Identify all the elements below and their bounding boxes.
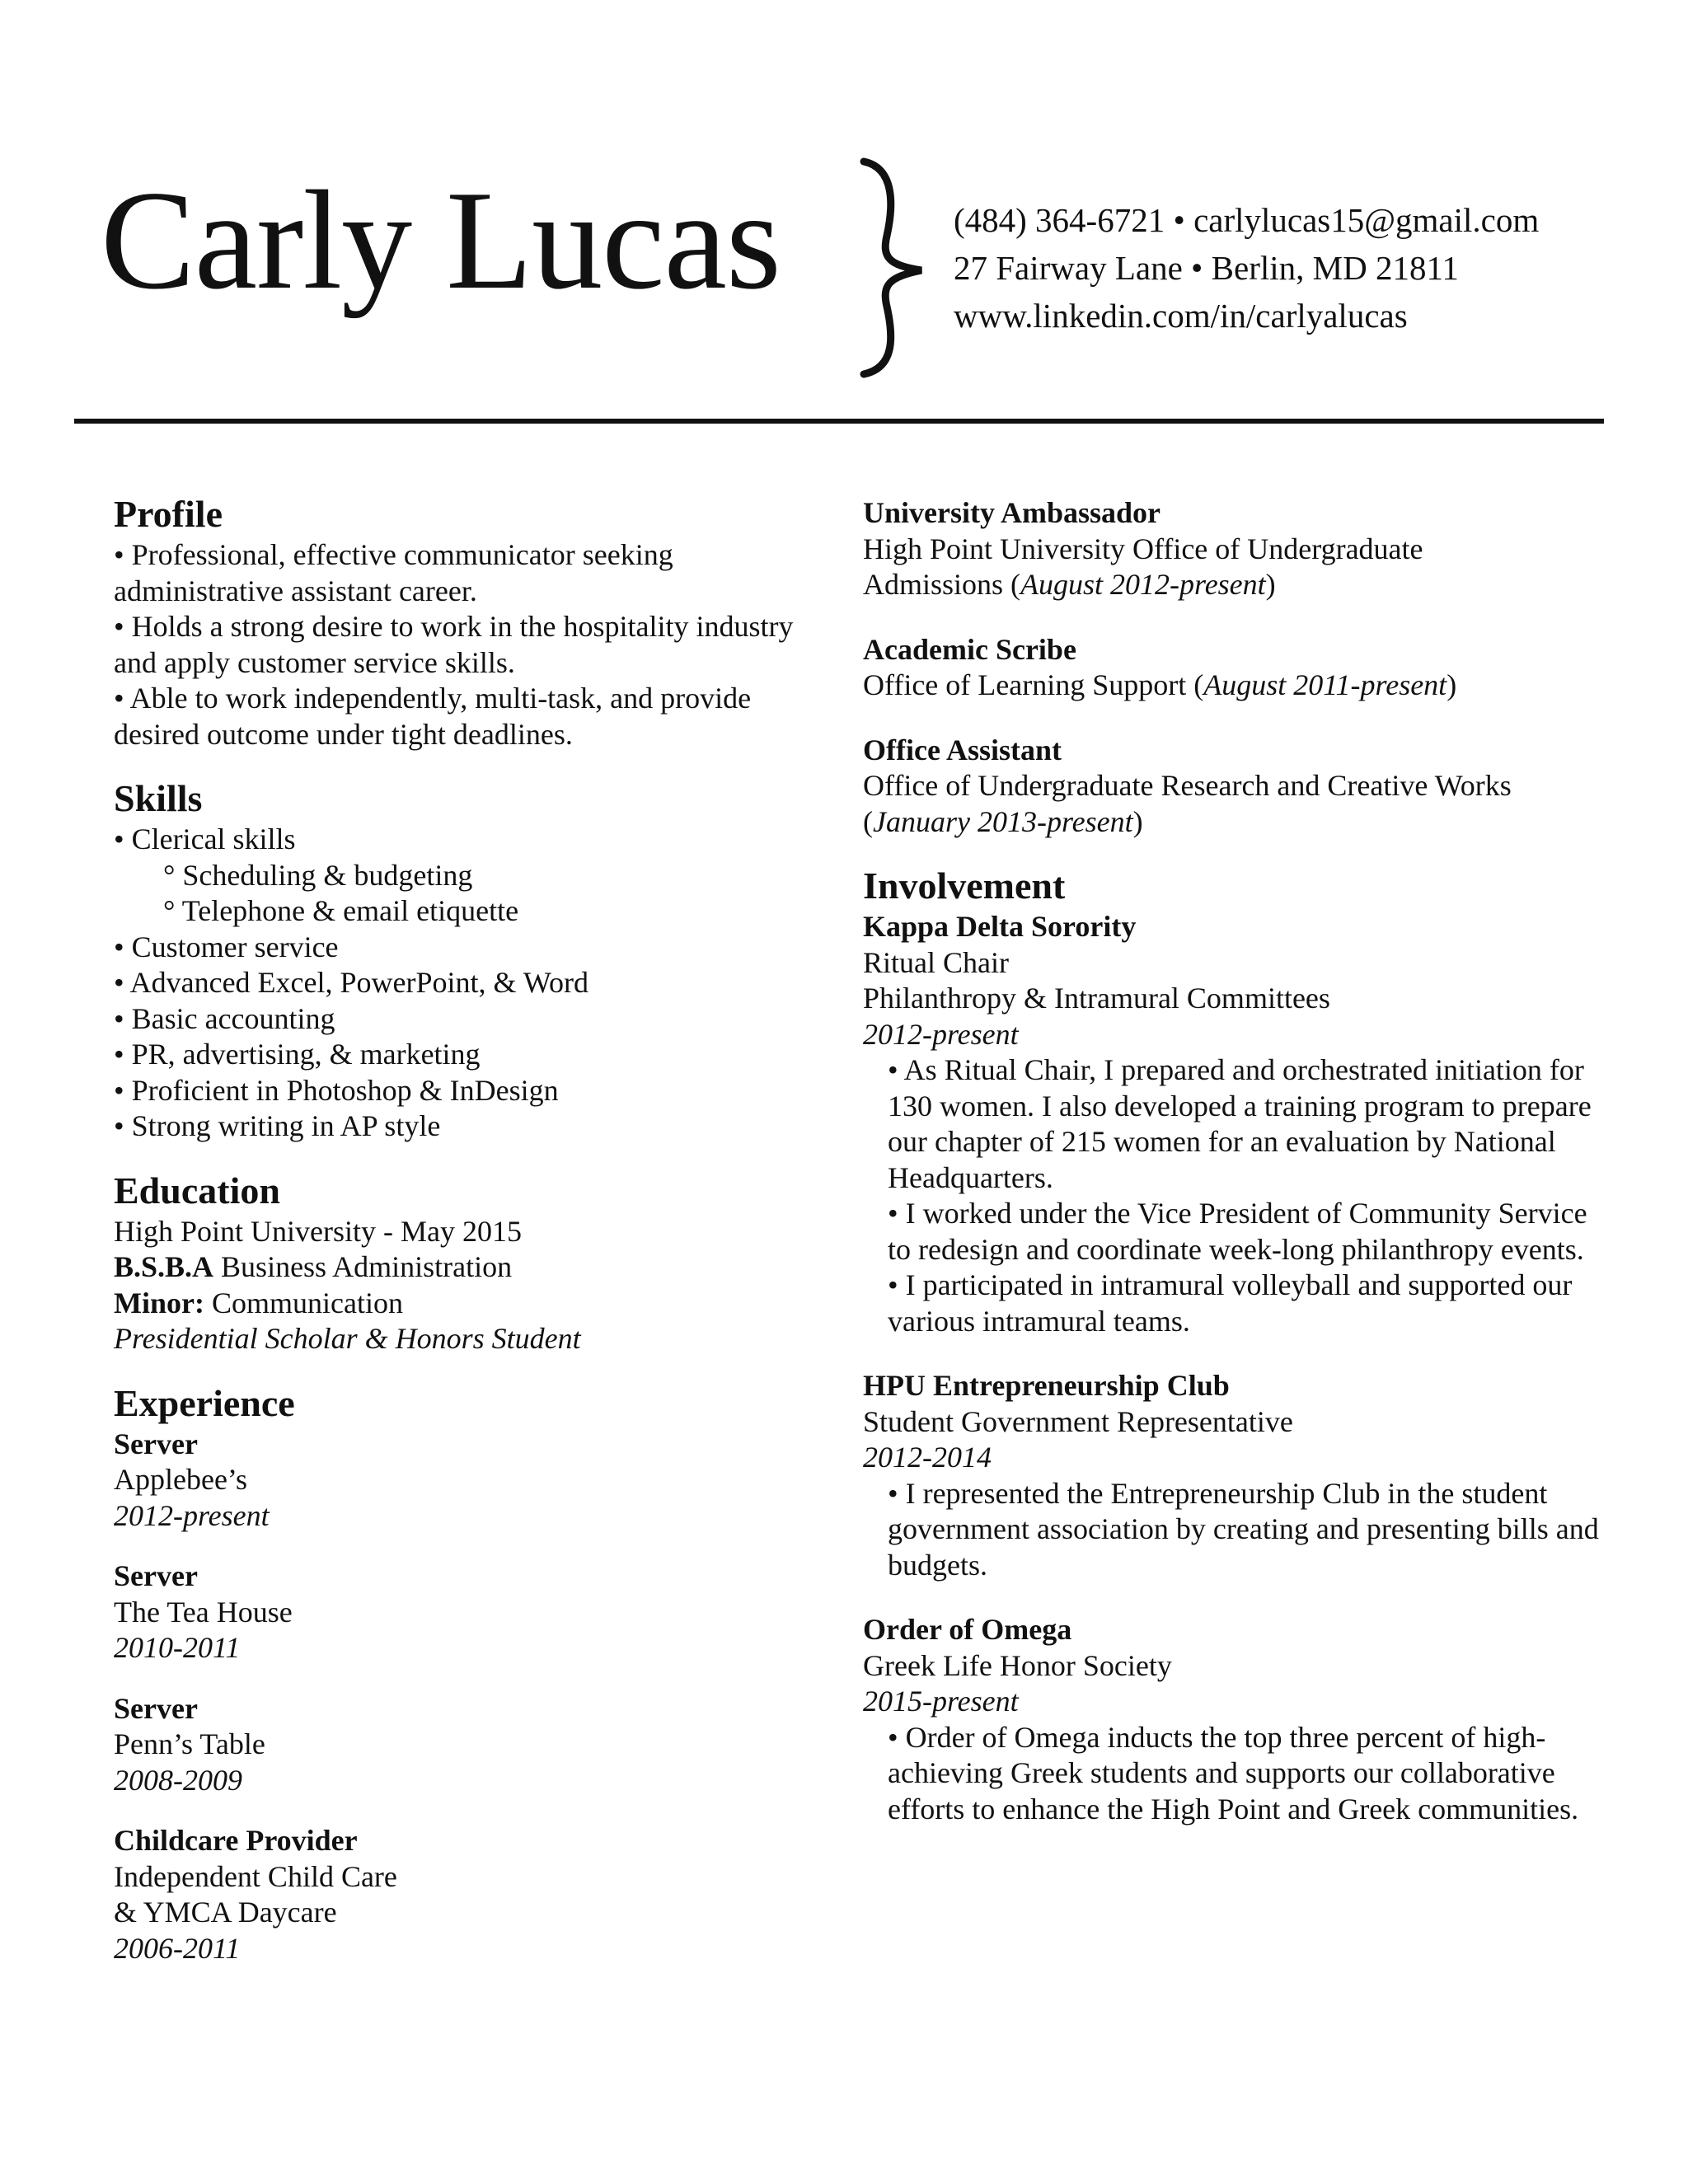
job-dates: 2012-present [114, 1498, 270, 1532]
job-place-dates: Admissions (August 2012-present) [863, 568, 1276, 601]
job-role: Server [114, 1691, 198, 1725]
skill-subitem: ° Telephone & email etiquette [163, 894, 519, 927]
job-role: Childcare Provider [114, 1824, 358, 1857]
org-dates: 2012-present [863, 1017, 1019, 1051]
skill-item: • Advanced Excel, PowerPoint, & Word [114, 966, 588, 999]
section-title-skills: Skills [114, 777, 203, 819]
contact-phone-email: (484) 364-6721 • carlylucas15@gmail.com [954, 201, 1540, 239]
header-divider [74, 419, 1604, 424]
contact-block [954, 196, 1539, 340]
job-place: Office of Undergraduate Research and Creative Works [863, 769, 1512, 802]
org-bullet: • Order of Omega inducts the top three percent of high-achieving Greek students and supports our collaborative efforts to enhance the High Point and Greek communities. [888, 1720, 1579, 1825]
job-dates: 2010-2011 [114, 1631, 241, 1664]
job-dates: 2008-2009 [114, 1763, 242, 1797]
skill-item: • PR, advertising, & marketing [114, 1038, 481, 1071]
contact-address: 27 Fairway Lane • Berlin, MD 21811 [954, 249, 1459, 287]
job-place: Applebee’s [114, 1463, 247, 1496]
org-role: Greek Life Honor Society [863, 1648, 1172, 1682]
org-name: HPU Entrepreneurship Club [863, 1369, 1230, 1402]
org-role: Student Government Representative [863, 1404, 1293, 1438]
curly-brace-decoration [849, 157, 931, 379]
job-role: Office Assistant [863, 733, 1062, 766]
job-place-dates: (January 2013-present) [863, 804, 1143, 838]
skill-item: • Proficient in Photoshop & InDesign [114, 1073, 559, 1107]
education-minor: Minor: Communication [114, 1286, 403, 1319]
job-place: The Tea House [114, 1595, 293, 1629]
education-honors: Presidential Scholar & Honors Student [114, 1322, 581, 1355]
org-description [863, 1052, 1605, 1339]
org-bullet: • As Ritual Chair, I prepared and orchestrated initiation for 130 women. I also developed a training program to prepare our chapter of 215 women for an evaluation by National Headquarters. [888, 1053, 1592, 1194]
section-title-education: Education [114, 1169, 280, 1212]
section-title-involvement: Involvement [863, 865, 1066, 907]
profile-bullet: • Professional, effective communicator seeking administrative assistant career. [114, 538, 673, 607]
org-bullet: • I worked under the Vice President of Community Service to redesign and coordinate week-long philanthropy events. [888, 1197, 1587, 1266]
experience-entry [863, 733, 1605, 841]
org-name: Order of Omega [863, 1613, 1072, 1646]
job-role: Server [114, 1559, 198, 1592]
skill-subitem: ° Scheduling & budgeting [163, 858, 473, 892]
experience-entry [114, 1823, 839, 1966]
involvement-entry [863, 1368, 1605, 1583]
experience-entry [863, 495, 1605, 603]
job-place-dates: Office of Learning Support (August 2011-present) [863, 668, 1457, 701]
experience-entry [114, 1691, 839, 1799]
job-place: Independent Child Care [114, 1859, 397, 1893]
profile-bullet: • Able to work independently, multi-task, and provide desired outcome under tight deadlines. [114, 682, 752, 751]
resume-name: Carly Lucas [101, 162, 781, 319]
org-role: Philanthropy & Intramural Committees [863, 982, 1330, 1015]
experience-entry [114, 1558, 839, 1666]
org-bullet: • I participated in intramural volleyball and supported our various intramural teams. [888, 1268, 1573, 1338]
job-role: Academic Scribe [863, 632, 1076, 666]
org-description [863, 1476, 1605, 1584]
job-role: Server [114, 1427, 198, 1460]
job-place: Penn’s Table [114, 1727, 265, 1760]
left-column [114, 491, 839, 1966]
profile-bullet: • Holds a strong desire to work in the hospitality industry and apply customer service skills. [114, 610, 794, 679]
org-bullet: • I represented the Entrepreneurship Club in the student government association by creating and presenting bills and budgets. [888, 1476, 1599, 1582]
experience-entry [863, 632, 1605, 704]
right-column [863, 495, 1605, 1827]
job-place-continued: & YMCA Daycare [114, 1896, 337, 1929]
org-dates: 2015-present [863, 1685, 1019, 1718]
section-title-profile: Profile [114, 493, 223, 535]
education-degree: B.S.B.A Business Administration [114, 1250, 513, 1283]
involvement-entry [863, 909, 1605, 1339]
skill-item: • Clerical skills [114, 823, 296, 855]
org-dates: 2012-2014 [863, 1441, 992, 1474]
section-title-experience: Experience [114, 1381, 295, 1424]
org-role: Ritual Chair [863, 945, 1009, 979]
skill-item: • Basic accounting [114, 1001, 335, 1035]
org-description [863, 1720, 1605, 1828]
education-school: High Point University - May 2015 [114, 1214, 522, 1248]
org-name: Kappa Delta Sorority [863, 910, 1137, 943]
job-place: High Point University Office of Undergraduate [863, 532, 1423, 565]
skill-item: • Customer service [114, 930, 339, 963]
contact-linkedin: www.linkedin.com/in/carlyalucas [954, 297, 1408, 335]
job-role: University Ambassador [863, 496, 1161, 529]
job-dates: 2006-2011 [114, 1931, 241, 1965]
involvement-entry [863, 1612, 1605, 1827]
experience-entry [114, 1427, 839, 1535]
skill-item: • Strong writing in AP style [114, 1109, 441, 1142]
